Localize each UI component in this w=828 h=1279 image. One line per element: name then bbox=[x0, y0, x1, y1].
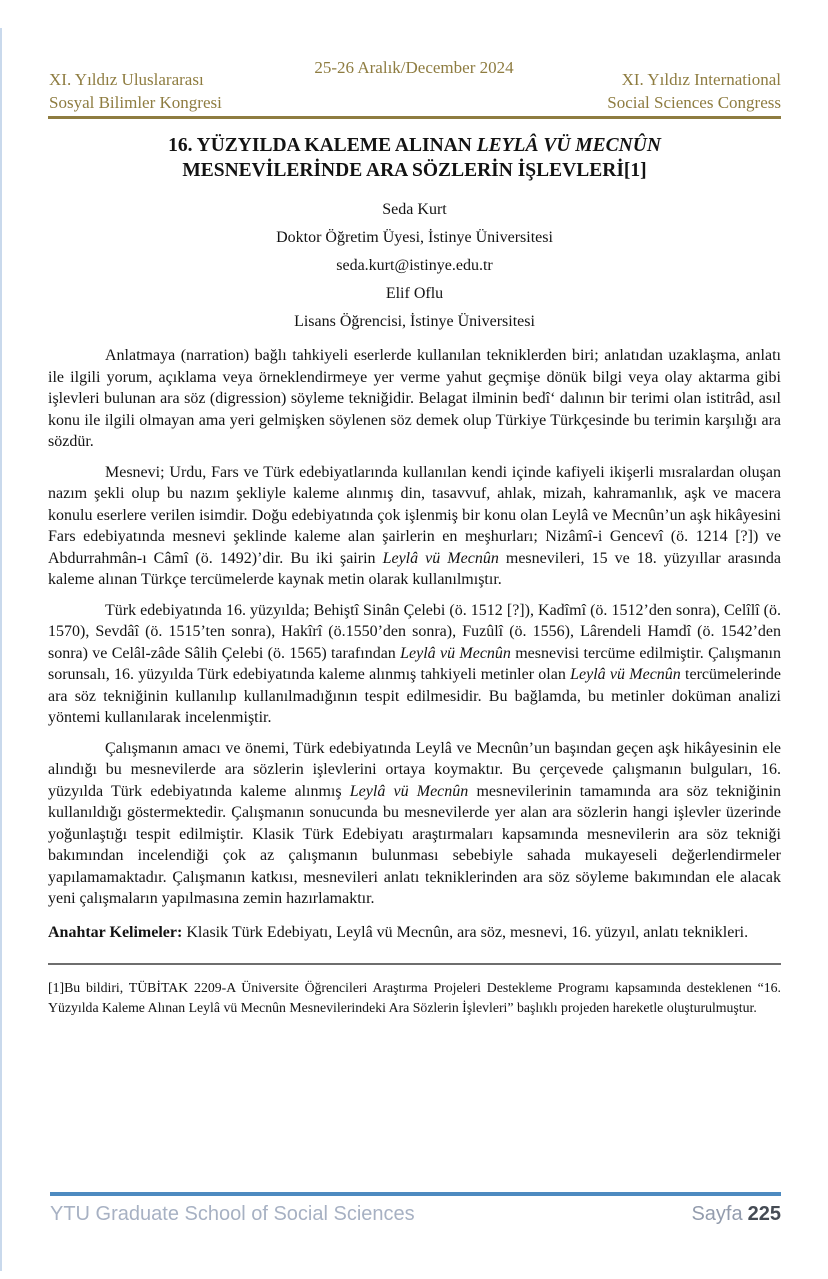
footer-page-number: 225 bbox=[747, 1203, 781, 1225]
page-footer bbox=[50, 1203, 781, 1226]
congress-name-english-line1: XI. Yıldız International bbox=[621, 70, 781, 89]
author-line: Seda Kurt bbox=[382, 201, 447, 218]
congress-name-turkish bbox=[49, 68, 222, 114]
congress-name-turkish-line2: Sosyal Bilimler Kongresi bbox=[49, 93, 222, 112]
paper-title bbox=[48, 133, 781, 183]
congress-date: 25-26 Aralık/December 2024 bbox=[314, 58, 514, 77]
author-block bbox=[48, 196, 781, 336]
author-line: Doktor Öğretim Üyesi, İstinye Üniversitesi bbox=[276, 229, 553, 246]
article-content bbox=[48, 133, 781, 1017]
paper-title-line1 bbox=[48, 133, 781, 158]
paragraph: Türk edebiyatında 16. yüzyılda; Behiştî Sinân Çelebi (ö. 1512 [?]), Kadîmî (ö. 1512’den sonra), Celîlî (ö. 1570), Sevdâî (ö. 1515’ten sonra), Hakîrî (ö.1550’den sonra), Fuzûlî (ö. 1556), Lârendeli Hamdî (ö. 1542’den sonra) ve Celâl-zâde Sâlih Çelebi (ö. 1565) tarafından Leylâ vü Mecnûn mesnevisi tercüme edilmiştir. Çalışmanın sorunsalı, 16. yüzyılda Türk edebiyatında kaleme alınmış tahkiyeli metinler olan Leylâ vü Mecnûn tercümelerinde ara söz tekniğinin kullanılıp kullanılmadığının tespit edilmesidir. Bu bağlamda, bu metinler doküman analizi yöntemi kullanılarak incelenmiştir. bbox=[48, 601, 781, 726]
congress-name-english-line2: Social Sciences Congress bbox=[607, 93, 781, 112]
paragraph: Mesnevi; Urdu, Fars ve Türk edebiyatlarında kullanılan kendi içinde kafiyeli ikişerli mısralardan oluşan nazım şekli olup bu nazım şekliyle kaleme alınmış din, tasavvuf, ahlak, mizah, kahramanlık, aşk ve macera konulu eserlere verilen isimdir. Doğu edebiyatında çok işlenmiş bir konu olan Leylâ ve Mecnûn’un aşk hikâyesini Fars edebiyatında mesnevi şeklinde kaleme alan şairlerin en meşhurları; Nizâmî-i Gencevî (ö. 1214 [?]) ve Abdurrahmân-ı Câmî (ö. 1492)’dir. Bu iki şairin Leylâ vü Mecnûn mesnevileri, 15 ve 18. yüzyıllar arasında kaleme alınan Türkçe tercümelerde kaynak metin olarak kullanılmıştır. bbox=[48, 463, 782, 588]
footnote-text: [1]Bu bildiri, TÜBİTAK 2209-A Üniversite Öğrencileri Araştırma Projeleri Destekleme Programı kapsamında desteklenen “16. Yüzyılda Kaleme Alınan Leylâ vü Mecnûn Mesnevilerindeki Ara Sözlerin İşlevleri” başlıklı projeden hareketle oluşturulmuştur. bbox=[48, 980, 781, 1015]
keywords-line bbox=[48, 922, 781, 944]
abstract-paragraphs bbox=[48, 345, 781, 910]
congress-name-turkish-line1: XI. Yıldız Uluslararası bbox=[49, 70, 204, 89]
header-divider-rule bbox=[48, 116, 781, 119]
paper-title-line1-italic: LEYLÂ VÜ MECNÛN bbox=[476, 135, 661, 156]
keywords-label: Anahtar Kelimeler: bbox=[48, 923, 183, 941]
footer-page-indicator bbox=[691, 1203, 781, 1226]
keywords-text: Klasik Türk Edebiyatı, Leylâ vü Mecnûn, ara söz, mesnevi, 16. yüzyıl, anlatı teknikleri. bbox=[182, 923, 749, 941]
paragraph: Anlatmaya (narration) bağlı tahkiyeli eserlerde kullanılan tekniklerden biri; anlatıdan uzaklaşma, anlatı ile ilgili yorum, açıklama veya örneklendirmeye yer verme yahut geçmişe dönük bilgi veya olay aktarma gibi işlevleri bulunan ara söz (digression) söyleme tekniğidir. Belagat ilminin bedî‘ dalının bir terimi olan istitrâd, asıl konu ile ilgili olmayan ama yeri gelmişken söylenen söz demek olup Türkiye Türkçesinde bu terimin karşılığı ara sözdür. bbox=[48, 347, 781, 450]
paper-title-line2: MESNEVİLERİNDE ARA SÖZLERİN İŞLEVLERİ[1] bbox=[182, 160, 647, 181]
page-left-edge-line bbox=[0, 28, 2, 1271]
footnote-divider bbox=[48, 963, 781, 965]
footer-divider-line bbox=[50, 1192, 781, 1196]
congress-name-english bbox=[607, 68, 781, 114]
footer-page-label: Sayfa bbox=[691, 1203, 743, 1225]
author-line: Elif Oflu bbox=[385, 285, 444, 302]
author-line: Lisans Öğrencisi, İstinye Üniversitesi bbox=[294, 313, 535, 330]
paragraph: Çalışmanın amacı ve önemi, Türk edebiyatında Leylâ ve Mecnûn’un başından geçen aşk hikâyesinin ele alındığı bu mesnevilerde ara sözlerin işlevlerini ortaya koymaktır. Bu çerçevede çalışmanın bulguları, 16. yüzyılda Türk edebiyatında kaleme alınmış Leylâ vü Mecnûn mesnevilerinin tamamında ara söz tekniğinin kullanıldığı göstermektedir. Çalışmanın sonucunda bu mesnevilerde yer alan ara sözlerin hangi işlevler üzerinde yoğunlaştığı tespit edilmiştir. Klasik Türk Edebiyatı araştırmaları kapsamında mesnevilerin ara söz tekniği bakımından incelendiği çok az çalışmanın bulunması sebebiyle sahada mukayeseli değerlendirmeler yapılamamaktadır. Çalışmanın katkısı, mesnevileri anlatı tekniklerinden ara söz söyleme bakımından ele alacak yeni çalışmaların yapılmasına zemin hazırlamaktır. bbox=[48, 739, 782, 907]
footer-institution: YTU Graduate School of Social Sciences bbox=[50, 1203, 415, 1225]
author-line: seda.kurt@istinye.edu.tr bbox=[336, 257, 493, 274]
paper-title-line1-prefix: 16. YÜZYILDA KALEME ALINAN bbox=[168, 135, 477, 156]
